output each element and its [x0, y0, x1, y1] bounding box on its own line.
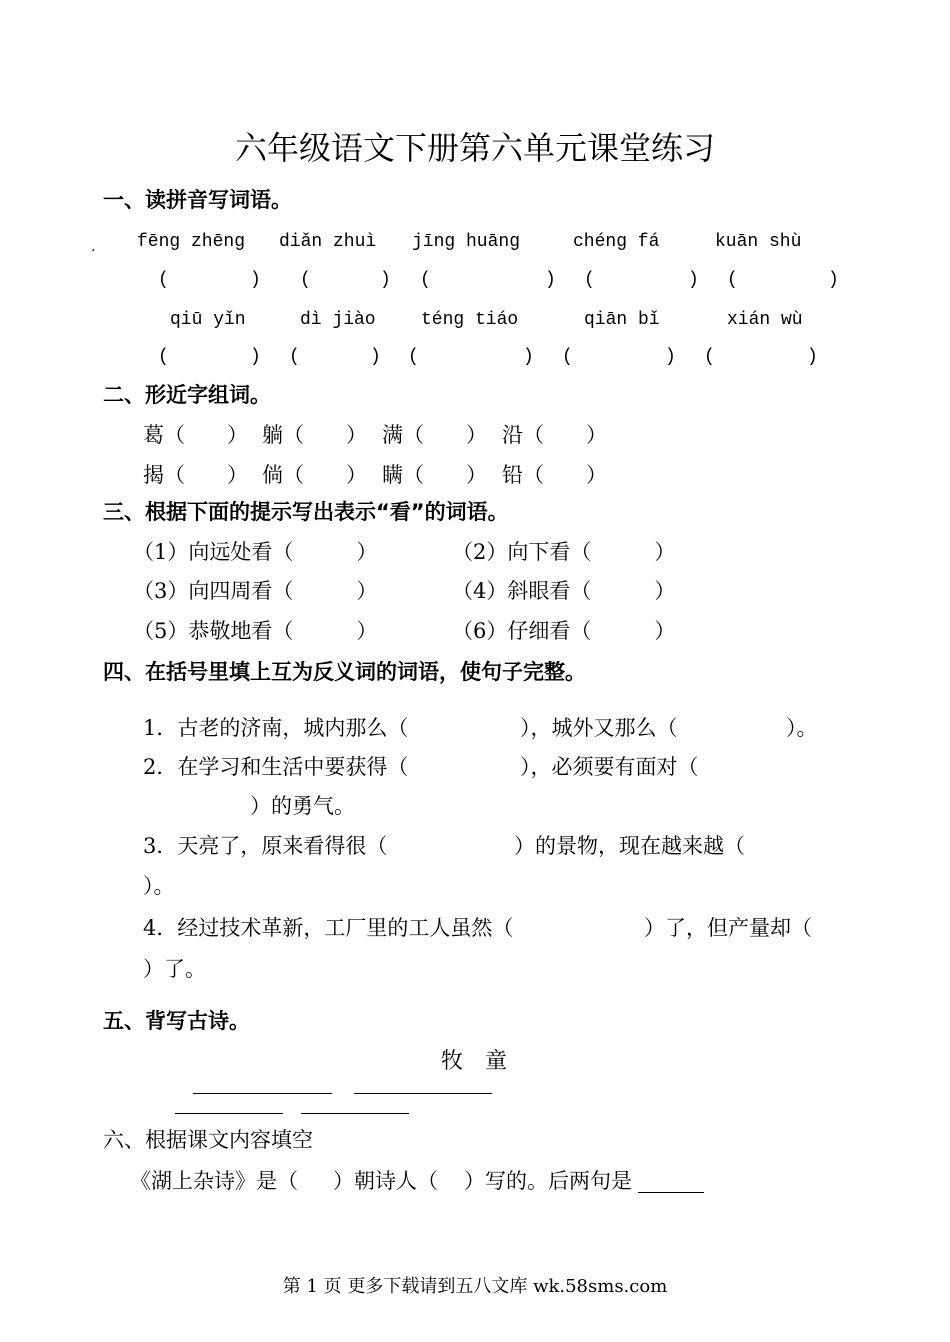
- q2-segment: 2．在学习和生活中要获得（: [143, 755, 409, 779]
- pinyin-item: xián wù: [727, 310, 803, 330]
- section2-heading: 二、形近字组词。: [103, 383, 271, 407]
- section3-heading: 三、根据下面的提示写出表示“看”的词语。: [103, 500, 509, 524]
- poem-answer-line: [354, 1093, 492, 1094]
- q3-segment: 3．天亮了，原来看得很（: [143, 834, 388, 858]
- answer-paren-close: ): [250, 347, 261, 367]
- page-footer: 第 1 页 更多下载请到五八文库 wk.58sms.com: [282, 1276, 668, 1297]
- q1-segment: ）。: [786, 716, 818, 740]
- poem-answer-line: [175, 1113, 283, 1114]
- answer-paren-close: ): [523, 347, 534, 367]
- fill-in-segment: 《湖上杂诗》是（: [130, 1169, 298, 1193]
- pinyin-item: jīng huāng: [412, 232, 521, 252]
- answer-paren-open: (: [289, 347, 300, 367]
- answer-paren-open: (: [408, 347, 419, 367]
- q1-segment: 1．古老的济南，城内那么（: [143, 716, 409, 740]
- answer-paren-close: ): [688, 270, 699, 290]
- section5-heading: 五、背写古诗。: [103, 1009, 250, 1033]
- q4-segment: ）了。: [143, 957, 206, 981]
- section4-heading: 四、在括号里填上互为反义词的词语，使句子完整。: [103, 660, 586, 684]
- char-item: 沿（ ）: [502, 423, 607, 447]
- answer-paren-close: ): [250, 270, 261, 290]
- look-word-item: （5）恭敬地看（ ）: [133, 619, 378, 643]
- look-word-item: （4）斜眼看（ ）: [452, 579, 676, 603]
- char-item: 满（ ）: [382, 423, 487, 447]
- char-item: 铅（ ）: [502, 463, 607, 487]
- answer-paren-close: ): [807, 347, 818, 367]
- answer-paren-close: ): [370, 347, 381, 367]
- answer-paren-close: ): [828, 270, 839, 290]
- pinyin-item: qiū yǐn: [170, 310, 246, 330]
- q2-segment: ）的勇气。: [250, 794, 355, 818]
- char-item: 揭（ ）: [143, 463, 248, 487]
- fill-in-segment: ）朝诗人（: [333, 1169, 438, 1193]
- poem-answer-line: [301, 1113, 409, 1114]
- char-item: 倘（ ）: [262, 463, 367, 487]
- fill-in-segment: ）写的。后两句是: [464, 1169, 632, 1193]
- poem-answer-line: [193, 1093, 332, 1094]
- char-item: 躺（ ）: [262, 423, 367, 447]
- answer-paren-open: (: [158, 347, 169, 367]
- pinyin-item: qiān bǐ: [584, 310, 660, 330]
- q3-segment: ）的景物，现在越来越（: [514, 834, 745, 858]
- q1-segment: ），城外又那么（: [520, 716, 678, 740]
- q2-segment: ），必须要有面对（: [520, 755, 699, 779]
- answer-paren-open: (: [727, 270, 738, 290]
- q3-segment: ）。: [143, 874, 175, 898]
- q4-segment: 4．经过技术革新，工厂里的工人虽然（: [143, 916, 514, 940]
- answer-paren-open: (: [158, 270, 169, 290]
- answer-paren-open: (: [584, 270, 595, 290]
- pinyin-item: kuān shù: [715, 232, 802, 252]
- answer-paren-close: ): [665, 347, 676, 367]
- look-word-item: （1）向远处看（ ）: [133, 540, 378, 564]
- answer-paren-close: ): [545, 270, 556, 290]
- fill-in-answer-line: [638, 1192, 704, 1193]
- section6-heading: 六、根据课文内容填空: [103, 1128, 313, 1152]
- q4-segment: ）了，但产量却（: [644, 916, 812, 940]
- answer-paren-open: (: [420, 270, 431, 290]
- worksheet-title: 六年级语文下册第六单元课堂练习: [234, 129, 715, 167]
- look-word-item: （2）向下看（ ）: [452, 540, 676, 564]
- pinyin-item: dì jiào: [300, 310, 376, 330]
- section1-heading: 一、读拼音写词语。: [103, 188, 292, 212]
- answer-paren-open: (: [704, 347, 715, 367]
- answer-paren-open: (: [562, 347, 573, 367]
- answer-paren-open: (: [300, 270, 311, 290]
- pinyin-item: diǎn zhuì: [279, 232, 377, 252]
- pinyin-item: chéng fá: [573, 232, 660, 252]
- look-word-item: （6）仔细看（ ）: [452, 619, 676, 643]
- pinyin-item: fēng zhēng: [137, 232, 246, 252]
- answer-paren-close: ): [380, 270, 391, 290]
- pinyin-item: téng tiáo: [421, 310, 519, 330]
- poem-title: 牧 童: [441, 1049, 508, 1074]
- look-word-item: （3）向四周看（ ）: [133, 579, 378, 603]
- char-item: 葛（ ）: [143, 423, 248, 447]
- stray-dot-mark: .: [91, 239, 96, 255]
- char-item: 瞒（ ）: [382, 463, 487, 487]
